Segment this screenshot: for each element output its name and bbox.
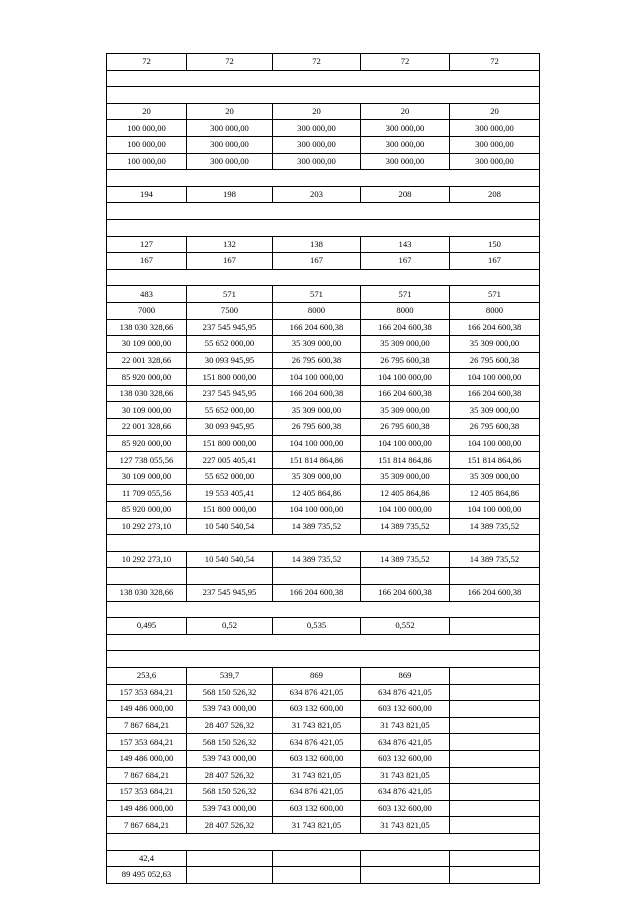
table-cell: 166 204 600,38 xyxy=(361,385,450,402)
table-cell: 31 743 821,05 xyxy=(273,717,361,734)
table-cell xyxy=(361,568,450,585)
table-cell: 35 309 000,00 xyxy=(361,468,450,485)
empty-merged-cell xyxy=(107,535,540,552)
table-row xyxy=(107,585,540,602)
table-cell: 28 407 526,32 xyxy=(187,817,273,834)
table-cell: 11 709 055,56 xyxy=(107,485,187,502)
table-cell: 151 814 864,86 xyxy=(450,452,540,469)
table-row xyxy=(107,54,540,71)
table-cell: 539 743 000,00 xyxy=(187,750,273,767)
table-cell: 31 743 821,05 xyxy=(361,817,450,834)
empty-merged-cell xyxy=(107,219,540,236)
table-cell: 26 795 600,38 xyxy=(361,352,450,369)
empty-merged-cell xyxy=(107,269,540,286)
table-cell: 14 389 735,52 xyxy=(361,518,450,535)
table-row xyxy=(107,734,540,751)
table-cell xyxy=(361,867,450,884)
table-cell: 300 000,00 xyxy=(273,136,361,153)
table-cell: 20 xyxy=(187,103,273,120)
table-row xyxy=(107,634,540,651)
table-cell xyxy=(450,618,540,635)
table-row xyxy=(107,767,540,784)
table-cell: 26 795 600,38 xyxy=(450,419,540,436)
table-cell: 300 000,00 xyxy=(187,153,273,170)
table-cell: 132 xyxy=(187,236,273,253)
table-cell xyxy=(450,734,540,751)
table-row xyxy=(107,170,540,187)
table-cell: 138 030 328,66 xyxy=(107,385,187,402)
table-cell: 198 xyxy=(187,186,273,203)
table-cell: 483 xyxy=(107,286,187,303)
table-cell: 22 001 328,66 xyxy=(107,352,187,369)
table-cell: 100 000,00 xyxy=(107,120,187,137)
table-cell: 104 100 000,00 xyxy=(361,369,450,386)
table-row xyxy=(107,867,540,884)
table-cell: 85 920 000,00 xyxy=(107,435,187,452)
table-cell: 10 292 273,10 xyxy=(107,551,187,568)
table-row xyxy=(107,385,540,402)
table-cell xyxy=(450,717,540,734)
table-cell: 166 204 600,38 xyxy=(361,585,450,602)
table-cell: 300 000,00 xyxy=(450,153,540,170)
table-cell: 104 100 000,00 xyxy=(450,502,540,519)
table-cell xyxy=(450,568,540,585)
table-row xyxy=(107,120,540,137)
table-cell xyxy=(450,684,540,701)
table-cell: 0,535 xyxy=(273,618,361,635)
table-cell: 149 486 000,00 xyxy=(107,800,187,817)
table-cell: 571 xyxy=(450,286,540,303)
table-cell: 571 xyxy=(273,286,361,303)
table-cell: 30 093 945,95 xyxy=(187,352,273,369)
table-row xyxy=(107,336,540,353)
table-cell: 539 743 000,00 xyxy=(187,800,273,817)
table-cell: 104 100 000,00 xyxy=(273,369,361,386)
table-cell: 603 132 600,00 xyxy=(361,800,450,817)
table-cell: 19 553 405,41 xyxy=(187,485,273,502)
table-cell xyxy=(107,568,187,585)
table-cell xyxy=(273,568,361,585)
table-cell: 85 920 000,00 xyxy=(107,369,187,386)
table-cell: 603 132 600,00 xyxy=(273,701,361,718)
table-cell: 35 309 000,00 xyxy=(361,402,450,419)
table-cell xyxy=(450,701,540,718)
table-cell: 166 204 600,38 xyxy=(273,319,361,336)
table-cell: 568 150 526,32 xyxy=(187,734,273,751)
table-cell: 35 309 000,00 xyxy=(273,468,361,485)
table-cell: 31 743 821,05 xyxy=(273,817,361,834)
table-cell: 300 000,00 xyxy=(450,120,540,137)
table-row xyxy=(107,286,540,303)
table-row xyxy=(107,352,540,369)
table-row xyxy=(107,319,540,336)
table-row xyxy=(107,435,540,452)
table-body xyxy=(107,54,540,884)
table-cell: 143 xyxy=(361,236,450,253)
table-cell: 30 109 000,00 xyxy=(107,336,187,353)
table-row xyxy=(107,684,540,701)
empty-merged-cell xyxy=(107,634,540,651)
table-cell: 10 292 273,10 xyxy=(107,518,187,535)
table-cell: 42,4 xyxy=(107,850,187,867)
table-cell: 634 876 421,05 xyxy=(361,784,450,801)
table-cell: 72 xyxy=(107,54,187,71)
table-cell: 7000 xyxy=(107,302,187,319)
table-cell xyxy=(187,850,273,867)
table-cell: 10 540 540,54 xyxy=(187,551,273,568)
table-cell xyxy=(273,867,361,884)
table-row xyxy=(107,103,540,120)
table-cell: 104 100 000,00 xyxy=(450,435,540,452)
table-cell xyxy=(273,850,361,867)
table-cell: 55 652 000,00 xyxy=(187,402,273,419)
table-cell: 26 795 600,38 xyxy=(273,419,361,436)
table-cell: 253,6 xyxy=(107,667,187,684)
table-row xyxy=(107,87,540,104)
table-cell: 85 920 000,00 xyxy=(107,502,187,519)
table-cell: 35 309 000,00 xyxy=(361,336,450,353)
table-cell xyxy=(450,850,540,867)
table-cell: 72 xyxy=(273,54,361,71)
table-cell: 72 xyxy=(187,54,273,71)
table-cell: 634 876 421,05 xyxy=(273,684,361,701)
table-cell: 14 389 735,52 xyxy=(273,518,361,535)
table-cell: 100 000,00 xyxy=(107,153,187,170)
table-cell xyxy=(187,568,273,585)
table-row xyxy=(107,817,540,834)
table-cell: 28 407 526,32 xyxy=(187,717,273,734)
table-cell: 208 xyxy=(450,186,540,203)
table-row xyxy=(107,203,540,220)
table-row xyxy=(107,419,540,436)
table-cell: 55 652 000,00 xyxy=(187,336,273,353)
table-cell: 237 545 945,95 xyxy=(187,319,273,336)
table-cell: 571 xyxy=(361,286,450,303)
table-cell: 8000 xyxy=(361,302,450,319)
table-cell: 104 100 000,00 xyxy=(273,435,361,452)
table-cell: 634 876 421,05 xyxy=(273,734,361,751)
table-row xyxy=(107,452,540,469)
table-cell: 72 xyxy=(361,54,450,71)
table-cell: 603 132 600,00 xyxy=(361,701,450,718)
empty-merged-cell xyxy=(107,70,540,87)
table-cell: 167 xyxy=(273,253,361,270)
table-cell: 26 795 600,38 xyxy=(361,419,450,436)
table-row xyxy=(107,502,540,519)
table-cell: 20 xyxy=(107,103,187,120)
table-cell: 127 738 055,56 xyxy=(107,452,187,469)
table-row xyxy=(107,253,540,270)
table-row xyxy=(107,269,540,286)
table-cell: 166 204 600,38 xyxy=(450,585,540,602)
table-row xyxy=(107,369,540,386)
table-cell: 7 867 684,21 xyxy=(107,817,187,834)
table-cell: 167 xyxy=(187,253,273,270)
table-cell: 539 743 000,00 xyxy=(187,701,273,718)
table-cell: 203 xyxy=(273,186,361,203)
table-row xyxy=(107,70,540,87)
table-cell: 603 132 600,00 xyxy=(361,750,450,767)
table-row xyxy=(107,236,540,253)
table-cell: 208 xyxy=(361,186,450,203)
table-row xyxy=(107,667,540,684)
table-cell: 55 652 000,00 xyxy=(187,468,273,485)
table-row xyxy=(107,302,540,319)
table-row xyxy=(107,717,540,734)
table-cell xyxy=(450,767,540,784)
table-row xyxy=(107,568,540,585)
table-cell: 149 486 000,00 xyxy=(107,750,187,767)
table-cell: 300 000,00 xyxy=(273,153,361,170)
table-cell xyxy=(187,867,273,884)
empty-merged-cell xyxy=(107,833,540,850)
table-cell: 151 800 000,00 xyxy=(187,435,273,452)
table-cell: 89 495 052,63 xyxy=(107,867,187,884)
table-cell: 35 309 000,00 xyxy=(273,336,361,353)
table-cell: 166 204 600,38 xyxy=(450,385,540,402)
table-cell: 104 100 000,00 xyxy=(450,369,540,386)
table-cell: 0,495 xyxy=(107,618,187,635)
table-row xyxy=(107,535,540,552)
table-row xyxy=(107,136,540,153)
table-cell: 634 876 421,05 xyxy=(361,684,450,701)
table-row xyxy=(107,784,540,801)
table-cell: 14 389 735,52 xyxy=(361,551,450,568)
table-cell: 7500 xyxy=(187,302,273,319)
table-cell: 104 100 000,00 xyxy=(361,435,450,452)
data-table xyxy=(106,53,540,884)
table-cell: 0,552 xyxy=(361,618,450,635)
table-cell: 26 795 600,38 xyxy=(450,352,540,369)
table-cell: 634 876 421,05 xyxy=(273,784,361,801)
table-cell: 104 100 000,00 xyxy=(361,502,450,519)
table-row xyxy=(107,850,540,867)
table-row xyxy=(107,485,540,502)
table-cell: 30 093 945,95 xyxy=(187,419,273,436)
table-cell xyxy=(450,784,540,801)
table-cell: 7 867 684,21 xyxy=(107,717,187,734)
empty-merged-cell xyxy=(107,203,540,220)
table-cell: 603 132 600,00 xyxy=(273,800,361,817)
table-cell: 138 030 328,66 xyxy=(107,319,187,336)
table-cell: 300 000,00 xyxy=(187,136,273,153)
table-row xyxy=(107,186,540,203)
table-cell: 35 309 000,00 xyxy=(450,402,540,419)
table-cell: 603 132 600,00 xyxy=(273,750,361,767)
table-cell: 20 xyxy=(450,103,540,120)
table-cell: 167 xyxy=(450,253,540,270)
table-cell: 166 204 600,38 xyxy=(450,319,540,336)
table-cell xyxy=(450,817,540,834)
table-row xyxy=(107,618,540,635)
table-cell: 72 xyxy=(450,54,540,71)
table-row xyxy=(107,833,540,850)
table-cell: 166 204 600,38 xyxy=(361,319,450,336)
table-cell: 194 xyxy=(107,186,187,203)
table-cell: 571 xyxy=(187,286,273,303)
table-cell: 869 xyxy=(361,667,450,684)
table-row xyxy=(107,651,540,668)
table-row xyxy=(107,750,540,767)
table-cell: 138 xyxy=(273,236,361,253)
table-cell: 31 743 821,05 xyxy=(273,767,361,784)
table-cell: 28 407 526,32 xyxy=(187,767,273,784)
table-cell: 35 309 000,00 xyxy=(450,336,540,353)
table-cell: 568 150 526,32 xyxy=(187,784,273,801)
table-cell: 30 109 000,00 xyxy=(107,402,187,419)
table-cell: 12 405 864,86 xyxy=(273,485,361,502)
table-cell: 20 xyxy=(361,103,450,120)
table-cell: 149 486 000,00 xyxy=(107,701,187,718)
table-row xyxy=(107,402,540,419)
table-cell: 157 353 684,21 xyxy=(107,684,187,701)
table-cell: 30 109 000,00 xyxy=(107,468,187,485)
empty-merged-cell xyxy=(107,601,540,618)
table-cell: 227 005 405,41 xyxy=(187,452,273,469)
table-cell: 100 000,00 xyxy=(107,136,187,153)
table-cell: 127 xyxy=(107,236,187,253)
table-cell: 150 xyxy=(450,236,540,253)
table-row xyxy=(107,518,540,535)
table-cell: 20 xyxy=(273,103,361,120)
table-cell: 8000 xyxy=(273,302,361,319)
table-cell xyxy=(361,850,450,867)
table-cell: 35 309 000,00 xyxy=(273,402,361,419)
table-cell: 167 xyxy=(107,253,187,270)
table-cell: 300 000,00 xyxy=(273,120,361,137)
table-cell xyxy=(450,867,540,884)
table-row xyxy=(107,551,540,568)
table-row xyxy=(107,219,540,236)
table-cell: 151 814 864,86 xyxy=(273,452,361,469)
empty-merged-cell xyxy=(107,87,540,104)
table-cell: 31 743 821,05 xyxy=(361,767,450,784)
table-cell: 10 540 540,54 xyxy=(187,518,273,535)
table-cell: 14 389 735,52 xyxy=(273,551,361,568)
table-cell xyxy=(450,800,540,817)
table-cell: 104 100 000,00 xyxy=(273,502,361,519)
table-cell: 300 000,00 xyxy=(187,120,273,137)
table-cell: 12 405 864,86 xyxy=(450,485,540,502)
table-cell: 237 545 945,95 xyxy=(187,385,273,402)
table-cell: 539,7 xyxy=(187,667,273,684)
table-row xyxy=(107,701,540,718)
table-cell: 166 204 600,38 xyxy=(273,385,361,402)
table-cell: 31 743 821,05 xyxy=(361,717,450,734)
table-cell: 634 876 421,05 xyxy=(361,734,450,751)
table-cell: 14 389 735,52 xyxy=(450,518,540,535)
table-cell: 300 000,00 xyxy=(361,153,450,170)
table-cell: 869 xyxy=(273,667,361,684)
table-cell: 300 000,00 xyxy=(450,136,540,153)
table-cell: 138 030 328,66 xyxy=(107,585,187,602)
table-cell: 151 800 000,00 xyxy=(187,502,273,519)
table-cell: 300 000,00 xyxy=(361,120,450,137)
table-cell xyxy=(450,667,540,684)
table-cell: 8000 xyxy=(450,302,540,319)
table-cell: 14 389 735,52 xyxy=(450,551,540,568)
table-cell: 0,52 xyxy=(187,618,273,635)
table-row xyxy=(107,800,540,817)
table-cell: 35 309 000,00 xyxy=(450,468,540,485)
empty-merged-cell xyxy=(107,170,540,187)
table-cell: 300 000,00 xyxy=(361,136,450,153)
table-row xyxy=(107,601,540,618)
table-cell: 237 545 945,95 xyxy=(187,585,273,602)
table-cell: 151 800 000,00 xyxy=(187,369,273,386)
table-cell: 568 150 526,32 xyxy=(187,684,273,701)
table-cell: 12 405 864,86 xyxy=(361,485,450,502)
table-cell xyxy=(450,750,540,767)
table-cell: 167 xyxy=(361,253,450,270)
table-row xyxy=(107,153,540,170)
table-cell: 151 814 864,86 xyxy=(361,452,450,469)
table-cell: 157 353 684,21 xyxy=(107,734,187,751)
table-cell: 7 867 684,21 xyxy=(107,767,187,784)
table-cell: 26 795 600,38 xyxy=(273,352,361,369)
table-cell: 22 001 328,66 xyxy=(107,419,187,436)
table-row xyxy=(107,468,540,485)
table-cell: 166 204 600,38 xyxy=(273,585,361,602)
empty-merged-cell xyxy=(107,651,540,668)
table-cell: 157 353 684,21 xyxy=(107,784,187,801)
